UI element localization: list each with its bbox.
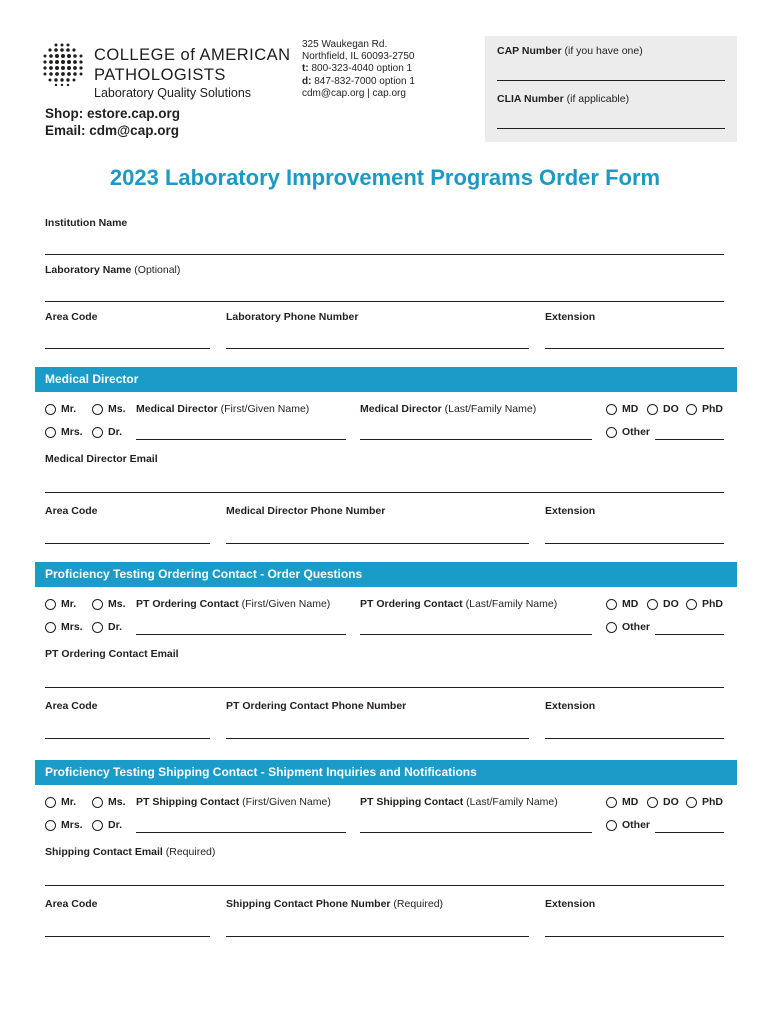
extension-label: Extension (545, 898, 596, 910)
radio-icon (92, 404, 103, 415)
area-code-label: Area Code (45, 311, 98, 323)
degree-do[interactable]: DO (647, 598, 679, 610)
degree-other[interactable]: Other (606, 426, 650, 438)
last-name-field[interactable] (360, 634, 592, 635)
radio-icon (686, 599, 697, 610)
degree-other[interactable]: Other (606, 621, 650, 633)
lab-name-field[interactable] (45, 301, 724, 302)
area-code-field[interactable] (45, 543, 210, 544)
shop-contact (45, 105, 180, 139)
address-line2: Northfield, IL 60093-2750 (302, 51, 415, 63)
extension-field[interactable] (545, 348, 724, 349)
last-name-label: Medical Director (Last/Family Name) (360, 403, 537, 415)
radio-icon (686, 404, 697, 415)
salutation-ms[interactable]: Ms. (92, 598, 126, 610)
logo-text-line1: COLLEGE of AMERICAN (94, 46, 291, 64)
first-name-field[interactable] (136, 634, 346, 635)
extension-label: Extension (545, 505, 596, 517)
institution-name-field[interactable] (45, 254, 724, 255)
extension-label: Extension (545, 700, 596, 712)
first-name-field[interactable] (136, 832, 346, 833)
degree-do[interactable]: DO (647, 403, 679, 415)
degree-md[interactable]: MD (606, 598, 638, 610)
degree-other-field[interactable] (655, 634, 724, 635)
radio-icon (686, 797, 697, 808)
salutation-ms[interactable]: Ms. (92, 403, 126, 415)
lab-phone-label: Laboratory Phone Number (226, 311, 359, 323)
area-code-label: Area Code (45, 898, 98, 910)
shop-link[interactable]: Shop: estore.cap.org (45, 106, 181, 121)
radio-icon (45, 820, 56, 831)
first-name-label: PT Shipping Contact (First/Given Name) (136, 796, 331, 808)
section-header: Proficiency Testing Ordering Contact - Order Questions (35, 562, 737, 587)
email-field[interactable] (45, 492, 724, 493)
radio-icon (45, 797, 56, 808)
clia-number-label: CLIA Number (if applicable) (497, 93, 630, 105)
salutation-mr[interactable]: Mr. (45, 403, 76, 415)
radio-icon (92, 427, 103, 438)
area-code-field[interactable] (45, 738, 210, 739)
degree-md[interactable]: MD (606, 403, 638, 415)
degree-phd[interactable]: PhD (686, 796, 723, 808)
phone-field[interactable] (226, 543, 529, 544)
first-name-label: Medical Director (First/Given Name) (136, 403, 310, 415)
salutation-mr[interactable]: Mr. (45, 598, 76, 610)
extension-label: Extension (545, 311, 596, 323)
web-links[interactable]: cdm@cap.org | cap.org (302, 87, 406, 99)
area-code-field[interactable] (45, 348, 210, 349)
last-name-label: PT Shipping Contact (Last/Family Name) (360, 796, 558, 808)
phone-label: Shipping Contact Phone Number (Required) (226, 898, 444, 910)
email-field[interactable] (45, 687, 724, 688)
degree-md[interactable]: MD (606, 796, 638, 808)
logo-tagline: Laboratory Quality Solutions (94, 86, 252, 100)
salutation-mrs[interactable]: Mrs. (45, 819, 83, 831)
degree-do[interactable]: DO (647, 796, 679, 808)
area-code-field[interactable] (45, 936, 210, 937)
radio-icon (92, 622, 103, 633)
radio-icon (92, 820, 103, 831)
section-header: Proficiency Testing Shipping Contact - Shipment Inquiries and Notifications (35, 760, 737, 785)
clia-number-field[interactable] (497, 128, 725, 129)
phone-label: PT Ordering Contact Phone Number (226, 700, 407, 712)
radio-icon (606, 427, 617, 438)
radio-icon (647, 404, 658, 415)
extension-field[interactable] (545, 936, 724, 937)
cap-number-field[interactable] (497, 80, 725, 81)
section-header: Medical Director (35, 367, 737, 392)
address-line1: 325 Waukegan Rd. (302, 39, 388, 50)
last-name-field[interactable] (360, 439, 592, 440)
salutation-mr[interactable]: Mr. (45, 796, 76, 808)
last-name-field[interactable] (360, 832, 592, 833)
first-name-label: PT Ordering Contact (First/Given Name) (136, 598, 331, 610)
email-label: Shipping Contact Email (Required) (45, 846, 216, 858)
radio-icon (606, 622, 617, 633)
radio-icon (647, 797, 658, 808)
cap-number-label: CAP Number (if you have one) (497, 45, 643, 57)
lab-name-label: Laboratory Name (Optional) (45, 264, 181, 276)
degree-other-field[interactable] (655, 439, 724, 440)
salutation-dr[interactable]: Dr. (92, 621, 122, 633)
phone-field[interactable] (226, 738, 529, 739)
email-label: Medical Director Email (45, 453, 158, 465)
address-block (302, 39, 415, 100)
phone-t: t: 800-323-4040 option 1 (302, 63, 413, 75)
radio-icon (92, 599, 103, 610)
area-code-label: Area Code (45, 505, 98, 517)
phone-d: d: 847-832-7000 option 1 (302, 75, 415, 87)
lab-phone-field[interactable] (226, 348, 529, 349)
first-name-field[interactable] (136, 439, 346, 440)
cap-number-box (485, 36, 737, 142)
radio-icon (606, 404, 617, 415)
email-link[interactable]: Email: cdm@cap.org (45, 123, 179, 138)
salutation-mrs[interactable]: Mrs. (45, 621, 83, 633)
institution-name-label: Institution Name (45, 217, 128, 229)
extension-field[interactable] (545, 738, 724, 739)
radio-icon (606, 820, 617, 831)
radio-icon (647, 599, 658, 610)
radio-icon (606, 797, 617, 808)
phone-label: Medical Director Phone Number (226, 505, 386, 517)
cap-logo-icon (42, 42, 86, 86)
degree-other[interactable]: Other (606, 819, 650, 831)
email-field[interactable] (45, 885, 724, 886)
radio-icon (92, 797, 103, 808)
salutation-dr[interactable]: Dr. (92, 819, 122, 831)
email-label: PT Ordering Contact Email (45, 648, 179, 660)
radio-icon (45, 404, 56, 415)
last-name-label: PT Ordering Contact (Last/Family Name) (360, 598, 558, 610)
radio-icon (45, 622, 56, 633)
phone-field[interactable] (226, 936, 529, 937)
radio-icon (606, 599, 617, 610)
extension-field[interactable] (545, 543, 724, 544)
radio-icon (45, 599, 56, 610)
logo-text-line2: PATHOLOGISTS (94, 66, 226, 84)
radio-icon (45, 427, 56, 438)
degree-phd[interactable]: PhD (686, 403, 723, 415)
degree-other-field[interactable] (655, 832, 724, 833)
salutation-ms[interactable]: Ms. (92, 796, 126, 808)
salutation-dr[interactable]: Dr. (92, 426, 122, 438)
degree-phd[interactable]: PhD (686, 598, 723, 610)
salutation-mrs[interactable]: Mrs. (45, 426, 83, 438)
area-code-label: Area Code (45, 700, 98, 712)
page-title: 2023 Laboratory Improvement Programs Order Form (109, 165, 661, 190)
